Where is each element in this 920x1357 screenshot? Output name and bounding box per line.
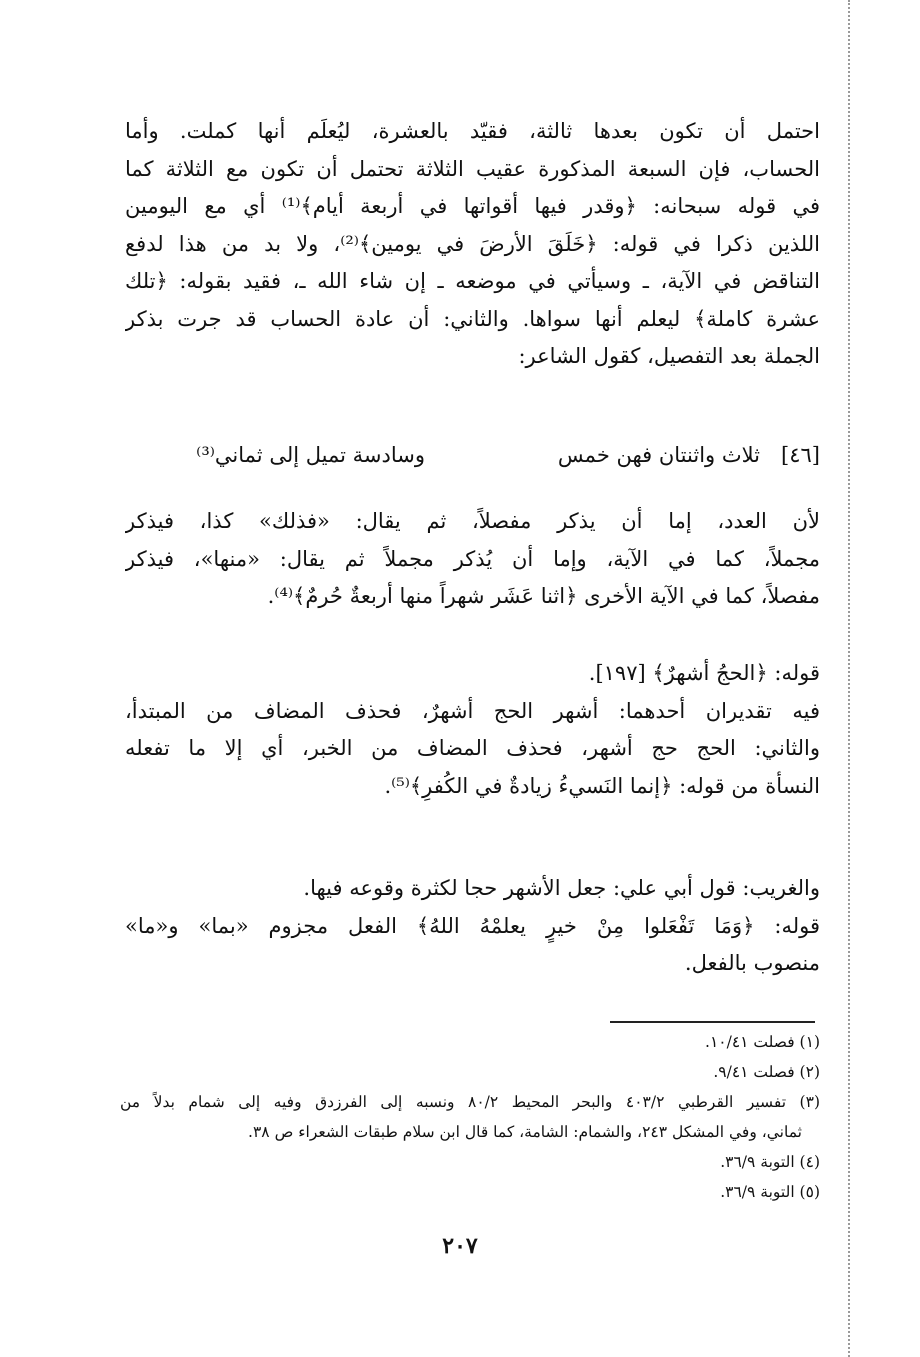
text-line: عشرة كاملة﴾ ليعلم أنها سواها. والثاني: أن عادة الحساب قد جرت بذكر: [125, 306, 820, 331]
text-line: التناقض في الآية، ـ وسيأتي في موضعه ـ إن شاء الله ـ، فقيد بقوله: ﴿تلك: [125, 269, 820, 293]
footnote: (١) فصلت ١٠/٤١.: [705, 1033, 820, 1051]
text-line: في قوله سبحانه: ﴿وقدر فيها أقواتها في أربعة أيام﴾⁽¹⁾ أي مع اليومين: [125, 194, 820, 218]
footnote-separator: [610, 1021, 815, 1023]
text-line: والثاني: الحج حج أشهر، فحذف المضاف من الخبر، أي إلا ما تفعله: [125, 736, 820, 760]
footnotes: [120, 1027, 820, 1207]
text-line: فيه تقديران أحدهما: أشهر الحج أشهرٌ، فحذف المضاف من المبتدأ،: [125, 698, 820, 723]
text-line: منصوب بالفعل.: [684, 951, 820, 975]
text-line: النسأة من قوله: ﴿إنما النَسيءُ زيادةٌ في الكُفرِ﴾⁽⁵⁾.: [384, 773, 820, 798]
footnote: (٣) تفسير القرطبي ٤٠٣/٢ والبحر المحيط ٨٠/٢ ونسبه إلى الفرزدق وفيه إلى شمام بدلاً من: [120, 1093, 820, 1111]
verse-number: [٤٦]: [781, 443, 820, 467]
footnote: (٥) التوبة ٣٦/٩.: [720, 1183, 820, 1201]
text-line: والغريب: قول أبي علي: جعل الأشهر حجا لكثرة وقوعه فيها.: [303, 876, 820, 900]
paragraph-hajj-months: [125, 655, 820, 805]
paragraph-number-explanation: [125, 503, 820, 616]
text-line: الجملة بعد التفصيل، كقول الشاعر:: [518, 344, 820, 368]
text-line: الحساب، فإن السبعة المذكورة عقيب الثلاثة تحتمل أن تكون مع الثلاثة كما: [125, 156, 820, 181]
text-line: مفصلاً، كما في الآية الأخرى ﴿اثنا عَشَر شهراً منها أربعةٌ حُرمٌ﴾⁽⁴⁾.: [267, 584, 820, 608]
verse-first-hemistich: ثلاث واثنتان فهن خمس: [557, 443, 760, 467]
paragraph-gharib: [125, 870, 820, 983]
text-line: مجملاً، كما في الآية، وإما أن يُذكر مجملاً ثم يقال: «منها»، فيذكر: [125, 546, 820, 571]
page-number: ٢٠٧: [442, 1233, 478, 1259]
text-line: قوله: ﴿وَمَا تَفْعَلوا مِنْ خيرٍ يعلمْهُ اللهُ﴾ الفعل مجزوم «بما» و«ما»: [125, 913, 820, 938]
binding-edge-dots: [848, 0, 850, 1357]
footnote-continuation: ثماني، وفي المشكل ٢٤٣، والشمام: الشامة، كما قال ابن سلام طبقات الشعراء ص ٣٨.: [248, 1123, 802, 1141]
text-line: احتمل أن تكون بعدها ثالثة، فقيّد بالعشرة، ليُعلَم أنها كملت. وأما: [125, 119, 820, 143]
footnote: (٢) فصلت ٩/٤١.: [713, 1063, 820, 1081]
verse-second-hemistich: وسادسة تميل إلى ثماني⁽³⁾: [196, 443, 425, 467]
footnote: (٤) التوبة ٣٦/٩.: [720, 1153, 820, 1171]
text-line: اللذين ذكرا في قوله: ﴿خَلَقَ الأرضَ في يومين﴾⁽²⁾، ولا بد من هذا لدفع: [125, 231, 820, 256]
poem-verse: [125, 440, 820, 480]
text-line: قوله: ﴿الحجُ أشهرٌ﴾ [١٩٧].: [588, 661, 820, 685]
paragraph-hajj-counting: [125, 113, 820, 376]
text-line: لأن العدد، إما أن يذكر مفصلاً، ثم يقال: «فذلك» كذا، فيذكر: [125, 509, 820, 533]
